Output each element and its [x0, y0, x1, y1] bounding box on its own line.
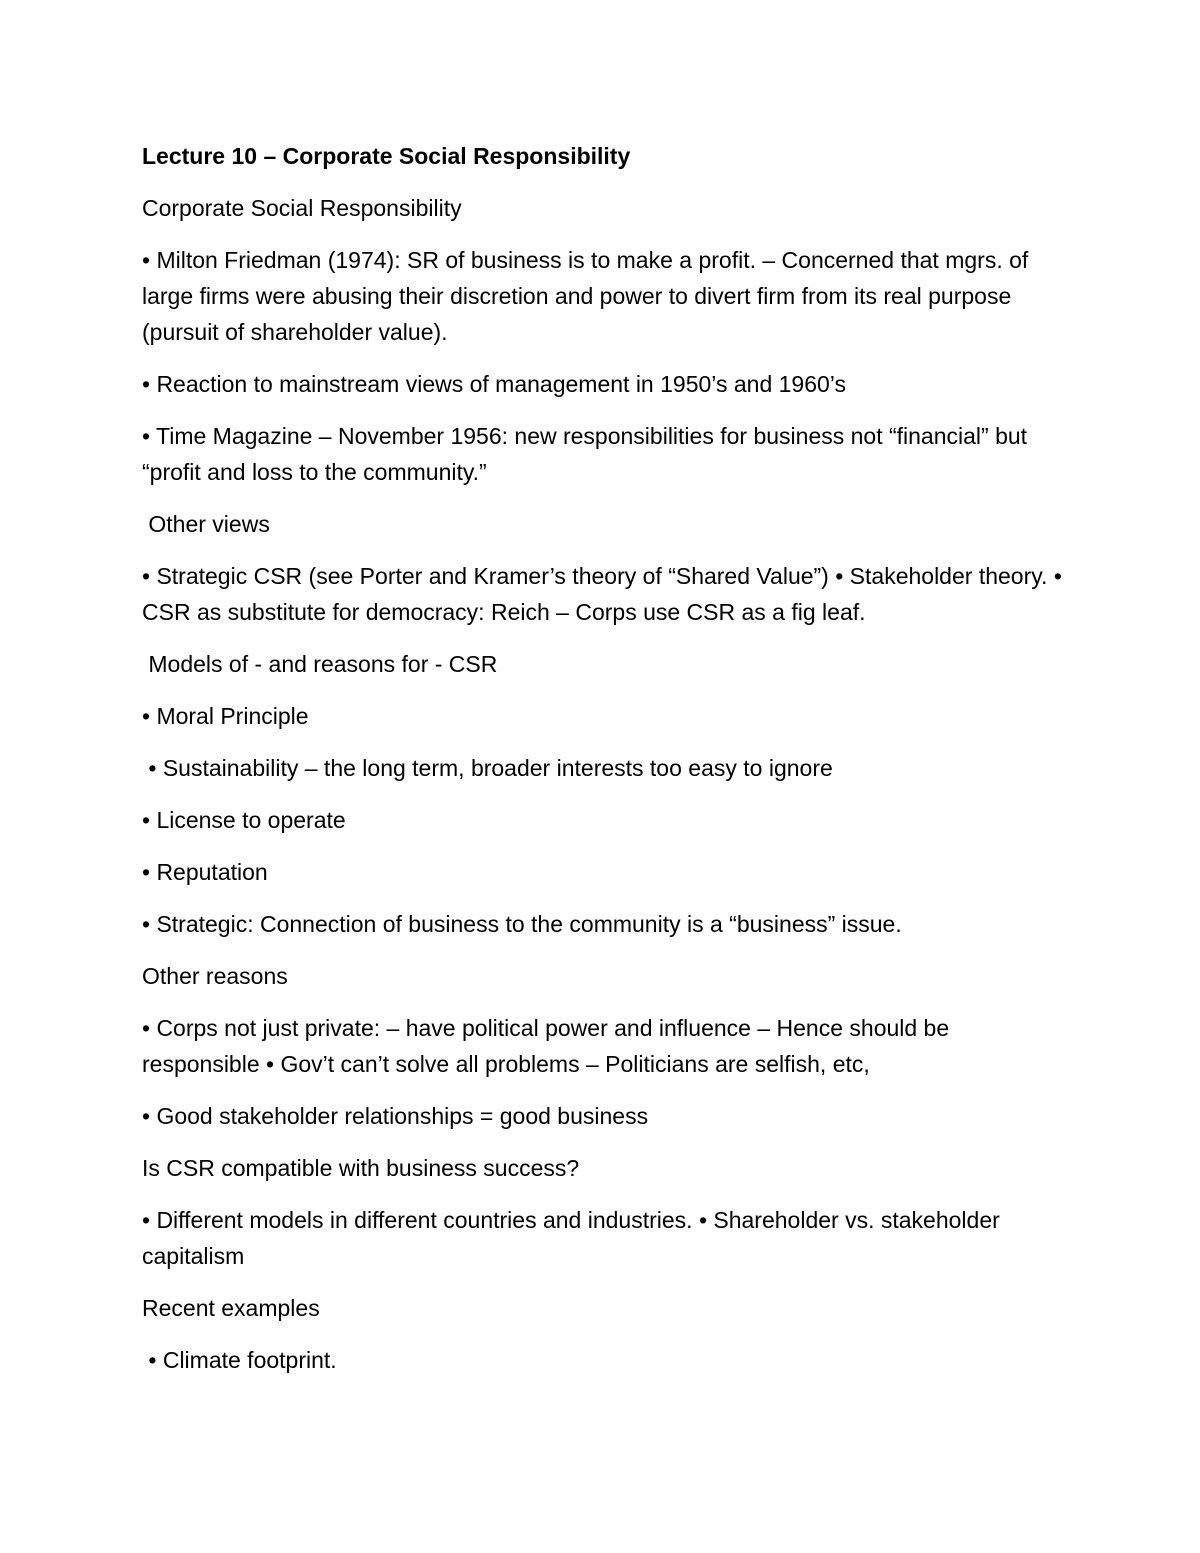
bullet-moral-principle: • Moral Principle	[142, 703, 309, 729]
section-heading-other-reasons: Other reasons	[142, 963, 288, 989]
bullet-reaction: • Reaction to mainstream views of management in 1950’s and 1960’s	[142, 371, 846, 397]
document-page	[142, 138, 1069, 1394]
bullet-climate-footprint: • Climate footprint.	[142, 1347, 337, 1373]
document-title: Lecture 10 – Corporate Social Responsibility	[142, 143, 631, 169]
section-heading-other-views: Other views	[142, 511, 270, 537]
section-heading-models: Models of - and reasons for - CSR	[142, 651, 498, 677]
bullet-strategic-csr: • Strategic CSR (see Porter and Kramer’s theory of “Shared Value”) • Stakeholder theory. • CSR as substitute for democracy: Reich – Corps use CSR as a fig leaf.	[142, 563, 1069, 625]
section-heading-recent-examples: Recent examples	[142, 1295, 320, 1321]
bullet-good-stakeholder: • Good stakeholder relationships = good business	[142, 1103, 649, 1129]
bullet-corps-not-private: • Corps not just private: – have political power and influence – Hence should be responsible • Gov’t can’t solve all problems – Politicians are selfish, etc,	[142, 1015, 956, 1077]
bullet-license: • License to operate	[142, 807, 346, 833]
bullet-different-models: • Different models in different countries and industries. • Shareholder vs. stakeholder capitalism	[142, 1207, 1007, 1269]
bullet-strategic-connection: • Strategic: Connection of business to the community is a “business” issue.	[142, 911, 902, 937]
section-heading-compatibility: Is CSR compatible with business success?	[142, 1155, 580, 1181]
bullet-time-magazine: • Time Magazine – November 1956: new responsibilities for business not “financial” but “profit and loss to the community.”	[142, 423, 1034, 485]
bullet-friedman: • Milton Friedman (1974): SR of business is to make a profit. – Concerned that mgrs. of large firms were abusing their discretion and power to divert firm from its real purpose (pursuit of shareholder value).	[142, 247, 1035, 345]
bullet-sustainability: • Sustainability – the long term, broader interests too easy to ignore	[142, 755, 833, 781]
section-heading-csr: Corporate Social Responsibility	[142, 195, 462, 221]
bullet-reputation: • Reputation	[142, 859, 268, 885]
